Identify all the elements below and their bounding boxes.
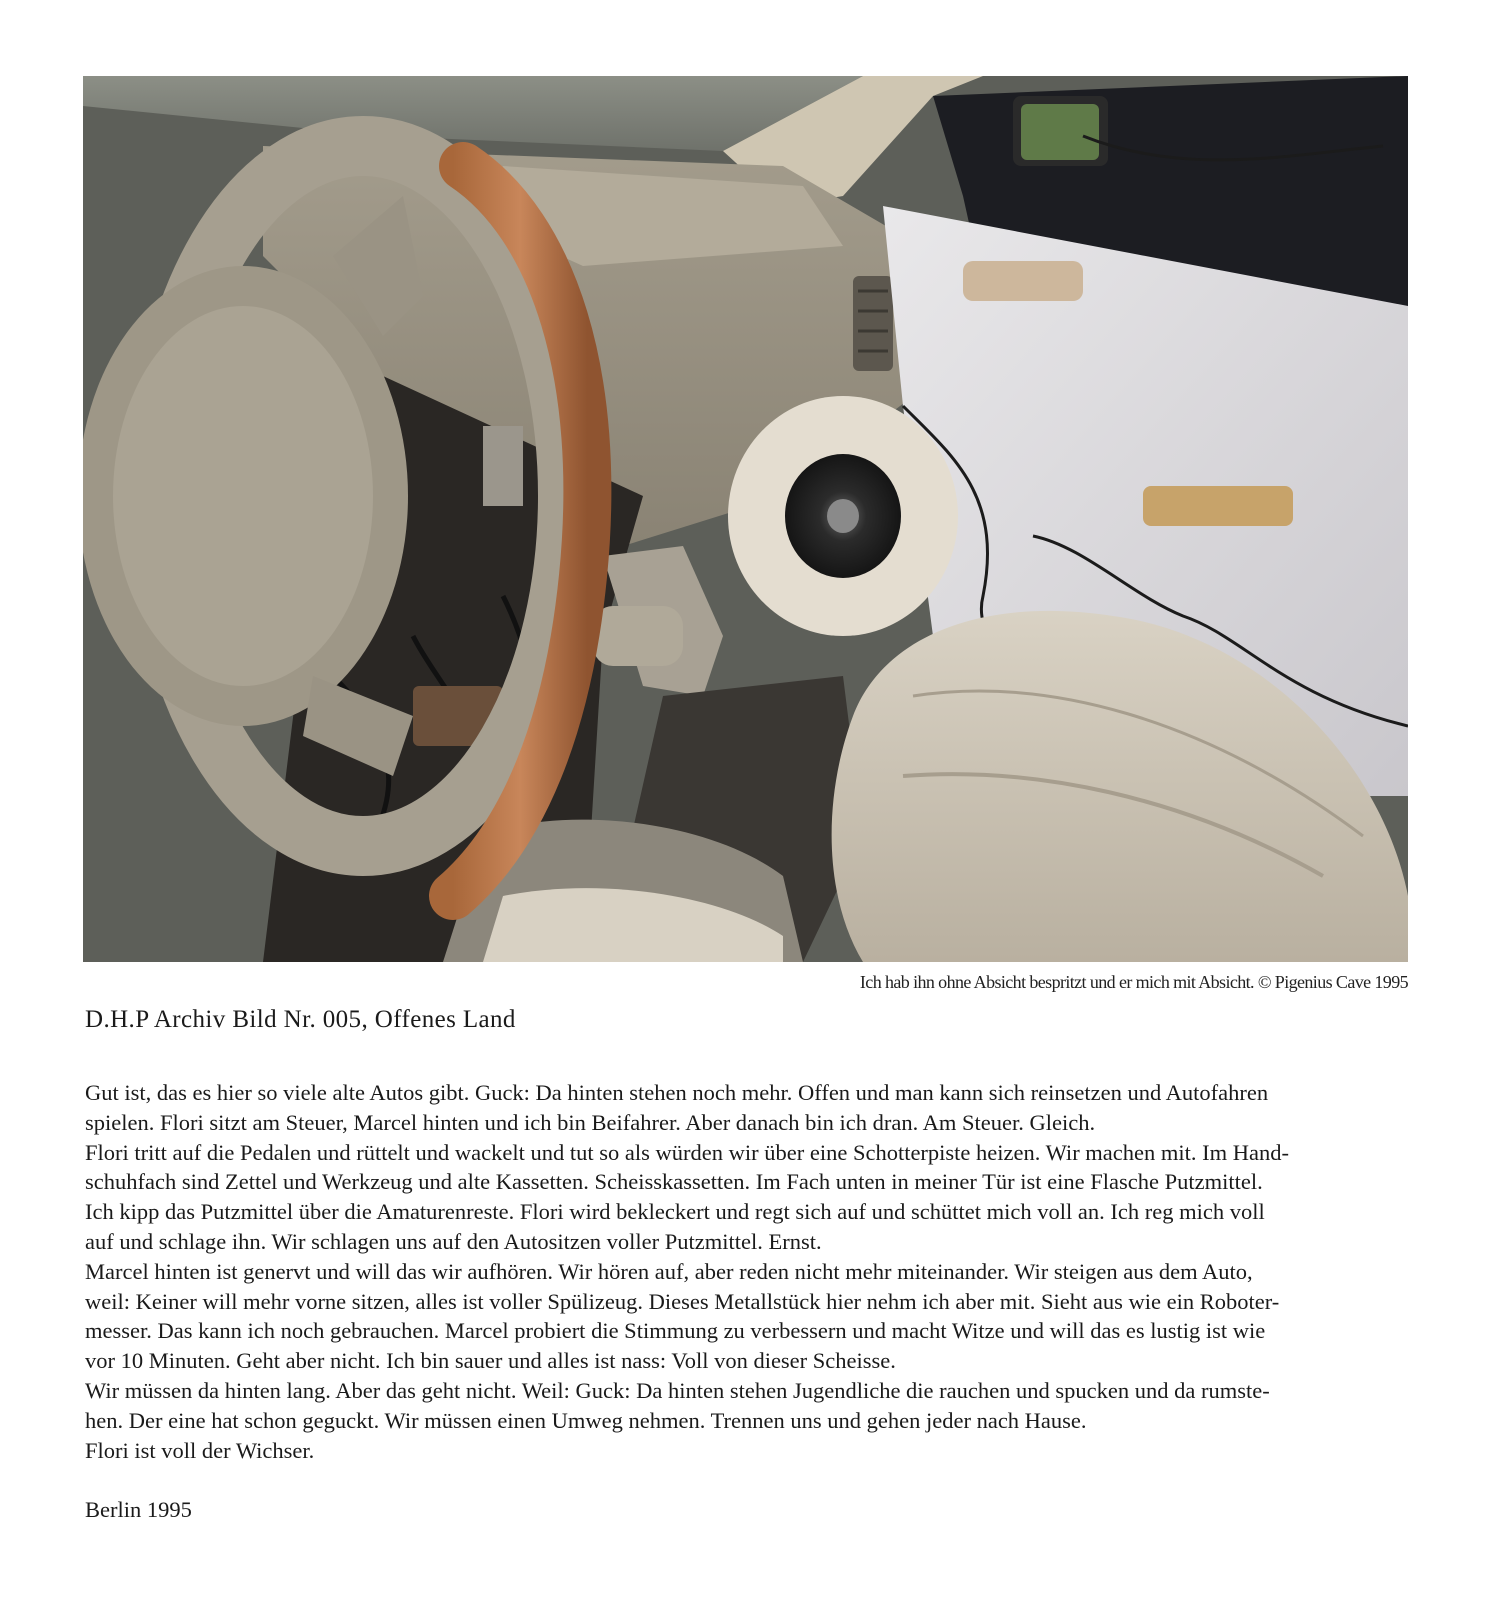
story-line: Flori ist voll der Wichser. <box>85 1437 315 1463</box>
story-paragraph <box>85 1376 1405 1436</box>
story-line: spielen. Flori sitzt am Steuer, Marcel hinten und ich bin Beifahrer. Aber danach bin ich dran. Am Steuer. Gleich. <box>85 1109 1096 1135</box>
page-title: D.H.P Archiv Bild Nr. 005, Offenes Land <box>85 1006 516 1033</box>
story-line: schuhfach sind Zettel und Werkzeug und alte Kassetten. Scheisskassetten. Im Fach unten in meiner Tür ist eine Flasche Putzmittel. <box>85 1169 1263 1195</box>
story-line: weil: Keiner will mehr vorne sitzen, alles ist voller Spülizeug. Dieses Metallstück hier nehm ich aber mit. Sieht aus wie ein Roboter- <box>85 1288 1280 1314</box>
story-line: Ich kipp das Putzmittel über die Amaturenreste. Flori wird bekleckert und regt sich auf und schüttet mich voll an. Ich reg mich voll <box>85 1199 1265 1225</box>
story-paragraph <box>85 1138 1405 1257</box>
story-line: Wir müssen da hinten lang. Aber das geht nicht. Weil: Guck: Da hinten stehen Jugendliche die rauchen und spucken und da rumste- <box>85 1377 1270 1403</box>
story-text <box>85 1078 1405 1465</box>
story-line: Gut ist, das es hier so viele alte Autos gibt. Guck: Da hinten stehen noch mehr. Offen und man kann sich reinsetzen und Autofahren <box>85 1080 1269 1105</box>
story-line: messer. Das kann ich noch gebrauchen. Marcel probiert die Stimmung zu verbessern und macht Witze und will das es lustig ist wie <box>85 1318 1266 1344</box>
story-line: vor 10 Minuten. Geht aber nicht. Ich bin sauer und alles ist nass: Voll von dieser Scheisse. <box>85 1348 896 1374</box>
car-interior-illustration <box>83 76 1408 962</box>
story-line: Marcel hinten ist genervt und will das wir aufhören. Wir hören auf, aber reden nicht mehr miteinander. Wir steigen aus dem Auto, <box>85 1258 1253 1284</box>
story-line: hen. Der eine hat schon geguckt. Wir müssen einen Umweg nehmen. Trennen uns und gehen jeder nach Hause. <box>85 1407 1087 1433</box>
car-interior-photo <box>83 76 1408 962</box>
story-line: Flori tritt auf die Pedalen und rüttelt und wackelt und tut so als würden wir über eine Schotterpiste heizen. Wir machen mit. Im Hand- <box>85 1139 1289 1165</box>
story-paragraph <box>85 1078 1405 1138</box>
story-paragraph <box>85 1436 1405 1466</box>
story-paragraph <box>85 1257 1405 1376</box>
place-date: Berlin 1995 <box>85 1497 192 1522</box>
story-line: auf und schlage ihn. Wir schlagen uns auf den Autositzen voller Putzmittel. Ernst. <box>85 1228 822 1254</box>
photo-caption: Ich hab ihn ohne Absicht bespritzt und er mich mit Absicht. © Pigenius Cave 1995 <box>859 972 1408 992</box>
